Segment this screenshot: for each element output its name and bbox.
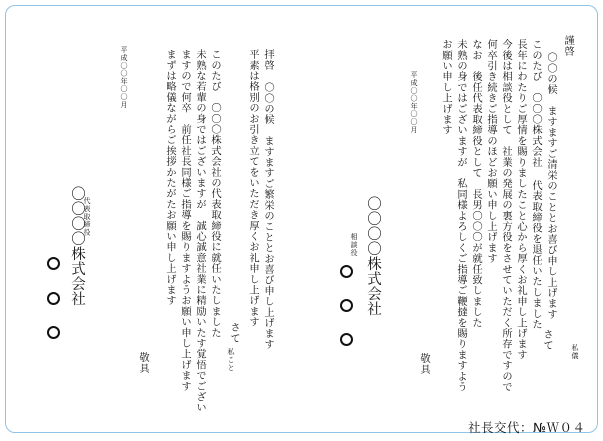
left-heading: 拝啓: [262, 49, 274, 71]
right-name-circle-1-icon: [340, 265, 353, 278]
left-line-4: 未熟な若輩の身ではございますが 誠心誠意社業に精励いたす覚悟でござい: [194, 49, 206, 413]
right-line-1: 〇〇の候 ますますご清栄のこととお喜び申し上げます: [545, 52, 557, 320]
left-title: 代表取締役: [83, 197, 91, 236]
right-line-2: このたび 〇〇〇株式会社 代表取締役を退任いたしました: [530, 39, 542, 330]
left-line-2: 平素は格別のお引き立てをいただき厚くお礼申し上げます: [247, 49, 259, 328]
right-heading: 謹啓: [562, 35, 574, 57]
right-line-3: 長年にわたりご厚情を賜りましたこと心から厚くお礼申し上げます: [515, 39, 527, 360]
right-sate: さて: [541, 329, 553, 351]
left-line-1: 〇〇の候 ますますご繁栄のこととお喜び申し上げます: [262, 82, 274, 350]
left-closing: 敬具: [137, 352, 149, 374]
left-line-3: このたび 〇〇〇株式会社の代表取締役に就任いたしました: [209, 49, 221, 338]
right-line-7: 未熟の身ではございますが 私同様よろしくご指導ご鞭撻を賜りますよう: [455, 39, 467, 393]
right-name-circle-2-icon: [340, 299, 353, 312]
right-line-8: お願い申し上げます: [440, 39, 452, 136]
card-frame: [5, 5, 598, 433]
right-title: 相談役: [350, 233, 358, 257]
right-watakushi-gi: 私儀: [571, 344, 579, 360]
left-line-5: ますので何卒 前任社長同様ご指導を賜りますようお願い申し上げます: [179, 49, 191, 392]
left-sate: さて: [228, 322, 240, 344]
right-line-5: 何卒引き続きご指導のほどお願い申し上げます: [485, 39, 497, 264]
left-date: 平成〇〇年〇〇月: [120, 46, 128, 109]
right-closing: 敬具: [418, 353, 430, 375]
template-code: 社長交代：№Ｗ０４: [468, 420, 586, 435]
left-name-circle-3-icon: [47, 326, 60, 339]
left-company: 〇〇〇〇株式会社: [69, 186, 85, 306]
right-company: 〇〇〇〇株式会社: [365, 196, 381, 316]
right-date: 平成〇〇年〇〇月: [410, 71, 418, 134]
left-name-circle-1-icon: [47, 257, 60, 270]
right-line-4: 今後は相談役として 社業の発展の裏方役をさせていただく所存ですので: [500, 39, 512, 393]
left-watakushi-koto: 私こと: [227, 348, 235, 372]
left-name-circle-2-icon: [47, 292, 60, 305]
right-name-circle-3-icon: [340, 333, 353, 346]
right-line-6: なお 後任代表取締役として 長男〇〇〇が就任致しました: [470, 39, 482, 328]
left-line-6: まずは略儀ながらご挨拶かたがたお願い申し上げます: [164, 49, 176, 306]
